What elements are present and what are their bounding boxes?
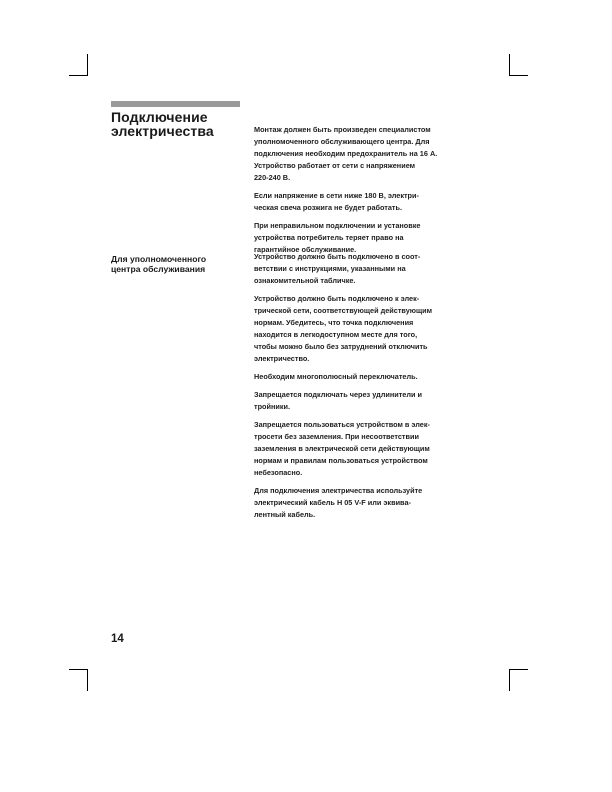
crop-mark-bottom-left xyxy=(69,669,88,670)
crop-mark-bottom-right xyxy=(509,669,510,691)
section-title-line: Подключение xyxy=(111,109,208,125)
paragraph-line: Устройство должно быть подключено в соот- xyxy=(254,252,421,261)
section-header-bar xyxy=(111,101,240,107)
crop-mark-bottom-left xyxy=(87,669,88,691)
paragraph-line: При неправильном подключении и установке xyxy=(254,221,421,230)
paragraph-line: трической сети, соответствующей действующим xyxy=(254,306,433,315)
paragraph-line: Необходим многополюсный переключатель. xyxy=(254,372,418,381)
paragraph-line: ветствии с инструкциями, указанными на xyxy=(254,264,406,273)
section-title xyxy=(111,110,241,138)
paragraph-line: электрический кабель Н 05 V-F или эквива- xyxy=(254,498,411,507)
paragraph-line: нормам и правилам пользоваться устройством xyxy=(254,456,428,465)
paragraph xyxy=(254,124,494,184)
paragraph xyxy=(254,371,494,383)
paragraph-line: лентный кабель. xyxy=(254,510,316,519)
service-heading-line: Для уполномоченного xyxy=(111,254,207,264)
paragraph-line: гарантийное обслуживание. xyxy=(254,245,357,254)
paragraph-line: подключения необходим предохранитель на 16 А. xyxy=(254,149,438,158)
paragraph-line: уполномоченного обслуживающего центра. Для xyxy=(254,137,430,146)
crop-mark-top-left xyxy=(69,75,88,76)
paragraph-line: ознакомительной табличке. xyxy=(254,276,356,285)
paragraph xyxy=(254,419,494,479)
paragraph xyxy=(254,485,494,521)
paragraph-line: чтобы можно было без затруднений отключить xyxy=(254,342,428,351)
crop-mark-top-left xyxy=(87,54,88,76)
paragraph-line: находится в легкодоступном месте для того, xyxy=(254,330,418,339)
paragraph-line: Для подключения электричества используйте xyxy=(254,486,423,495)
paragraph-line: электричество. xyxy=(254,354,310,363)
paragraph-line: Устройство работает от сети с напряжением xyxy=(254,161,416,170)
paragraph-line: Запрещается пользоваться устройством в элек- xyxy=(254,420,430,429)
paragraph-line: 220-240 В. xyxy=(254,173,291,182)
paragraph xyxy=(254,389,494,413)
page-number: 14 xyxy=(111,633,124,645)
section-title-line: электричества xyxy=(111,123,214,139)
service-heading-line: центра обслуживания xyxy=(111,264,206,274)
paragraph-line: небезопасно. xyxy=(254,468,303,477)
paragraph xyxy=(254,251,494,287)
paragraph-line: Монтаж должен быть произведен специалистом xyxy=(254,125,431,134)
service-center-heading xyxy=(111,254,246,274)
paragraph xyxy=(254,190,494,214)
intro-text-column xyxy=(254,124,494,262)
crop-mark-bottom-right xyxy=(509,669,528,670)
paragraph-line: нормам. Убедитесь, что точка подключения xyxy=(254,318,414,327)
paragraph-line: устройства потребитель теряет право на xyxy=(254,233,404,242)
service-text-column xyxy=(254,251,494,527)
paragraph-line: ческая свеча розжига не будет работать. xyxy=(254,203,403,212)
paragraph xyxy=(254,293,494,365)
paragraph-line: заземления в электрической сети действующим xyxy=(254,444,430,453)
paragraph-line: Если напряжение в сети ниже 180 В, электри- xyxy=(254,191,419,200)
crop-mark-top-right xyxy=(509,54,510,76)
crop-mark-top-right xyxy=(509,75,528,76)
paragraph-line: Запрещается подключать через удлинители и xyxy=(254,390,423,399)
paragraph-line: тройники. xyxy=(254,402,291,411)
paragraph-line: тросети без заземления. При несоответствии xyxy=(254,432,419,441)
paragraph-line: Устройство должно быть подключено к элек- xyxy=(254,294,420,303)
